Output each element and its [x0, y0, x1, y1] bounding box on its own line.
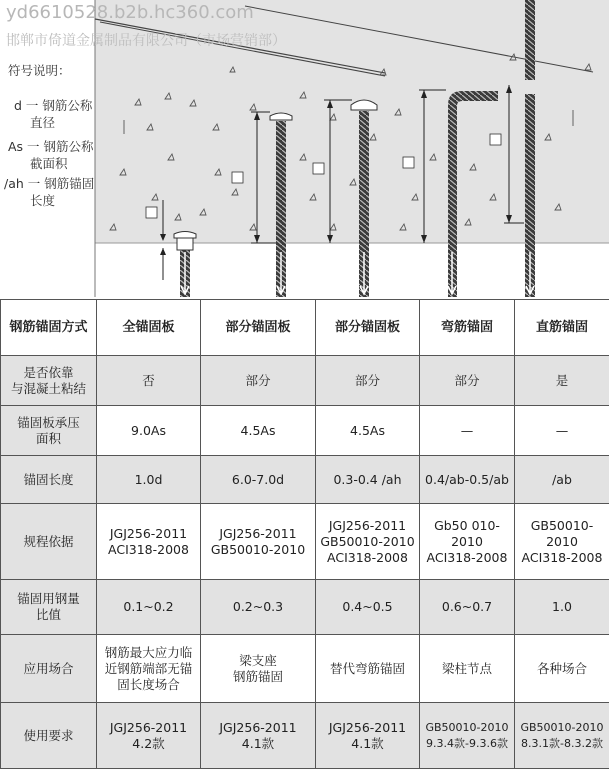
table-cell: 部分: [316, 356, 420, 406]
header-partial-plate-2: 部分锚固板: [316, 300, 420, 356]
row-label: 使用要求: [1, 703, 97, 769]
table-row: [1, 406, 609, 456]
row-label: 锚固长度: [1, 456, 97, 504]
header-full-plate: 全锚固板: [97, 300, 201, 356]
table-cell: 9.0As: [97, 406, 201, 456]
table-cell: 替代弯筋锚固: [316, 635, 420, 703]
table-cell: 各种场合: [515, 635, 609, 703]
table-cell: 部分: [420, 356, 515, 406]
table-cell: —: [515, 406, 609, 456]
table-row: [1, 703, 609, 769]
table-row: [1, 635, 609, 703]
table-cell: GB50010-2010 9.3.4款-9.3.6款: [420, 703, 515, 769]
table-row: [1, 356, 609, 406]
table-row: [1, 580, 609, 635]
row-label: 应用场合: [1, 635, 97, 703]
table-cell: 0.6~0.7: [420, 580, 515, 635]
table-cell: 梁柱节点: [420, 635, 515, 703]
table-row: [1, 456, 609, 504]
table-cell: Gb50 010-2010 ACI318-2008: [420, 504, 515, 580]
table-cell: 是: [515, 356, 609, 406]
table-cell: 0.2~0.3: [201, 580, 316, 635]
legend-lab-cont: 长度: [30, 193, 56, 208]
table-cell: 0.4/ab-0.5/ab: [420, 456, 515, 504]
header-straight: 直筋锚固: [515, 300, 609, 356]
anchorage-comparison-table: [0, 299, 609, 769]
legend-as: As 一 钢筋公称: [8, 139, 94, 154]
table-cell: JGJ256-2011 GB50010-2010: [201, 504, 316, 580]
table-cell: 1.0: [515, 580, 609, 635]
table-row: [1, 504, 609, 580]
watermark-company: 邯郸市倚道金属制品有限公司（市场营销部）: [6, 33, 286, 49]
legend-d: d 一 钢筋公称: [14, 98, 93, 113]
table-header-row: [1, 300, 609, 356]
table-cell: JGJ256-2011 4.1款: [201, 703, 316, 769]
table-cell: 钢筋最大应力临 近钢筋端部无锚 固长度场合: [97, 635, 201, 703]
table-cell: JGJ256-2011 GB50010-2010 ACI318-2008: [316, 504, 420, 580]
header-bent: 弯筋锚固: [420, 300, 515, 356]
table-cell: JGJ256-2011 4.1款: [316, 703, 420, 769]
header-method: 钢筋锚固方式: [1, 300, 97, 356]
table-cell: 1.0d: [97, 456, 201, 504]
watermark-url: yd6610528.b2b.hc360.com: [6, 2, 254, 23]
row-label: 锚固用钢量 比值: [1, 580, 97, 635]
table-cell: 0.1~0.2: [97, 580, 201, 635]
row-label: 是否依靠 与混凝土粘结: [1, 356, 97, 406]
row-label: 规程依据: [1, 504, 97, 580]
legend-lab: /ah 一 钢筋锚固: [4, 176, 95, 191]
table-cell: 4.5As: [316, 406, 420, 456]
table-cell: 6.0-7.0d: [201, 456, 316, 504]
table-cell: GB50010-2010 8.3.1款-8.3.2款: [515, 703, 609, 769]
table-cell: 0.4~0.5: [316, 580, 420, 635]
table-cell: JGJ256-2011 ACI318-2008: [97, 504, 201, 580]
header-partial-plate-1: 部分锚固板: [201, 300, 316, 356]
legend-title: 符号说明：: [8, 63, 71, 78]
table-cell: 4.5As: [201, 406, 316, 456]
legend-d-cont: 直径: [30, 115, 56, 130]
table-cell: GB50010-2010 ACI318-2008: [515, 504, 609, 580]
legend-as-cont: 截面积: [30, 156, 68, 171]
table-cell: 部分: [201, 356, 316, 406]
table-cell: —: [420, 406, 515, 456]
table-cell: 否: [97, 356, 201, 406]
table-cell: JGJ256-2011 4.2款: [97, 703, 201, 769]
row-label: 锚固板承压 面积: [1, 406, 97, 456]
table-cell: /ab: [515, 456, 609, 504]
table-cell: 梁支座 钢筋锚固: [201, 635, 316, 703]
table-cell: 0.3-0.4 /ah: [316, 456, 420, 504]
